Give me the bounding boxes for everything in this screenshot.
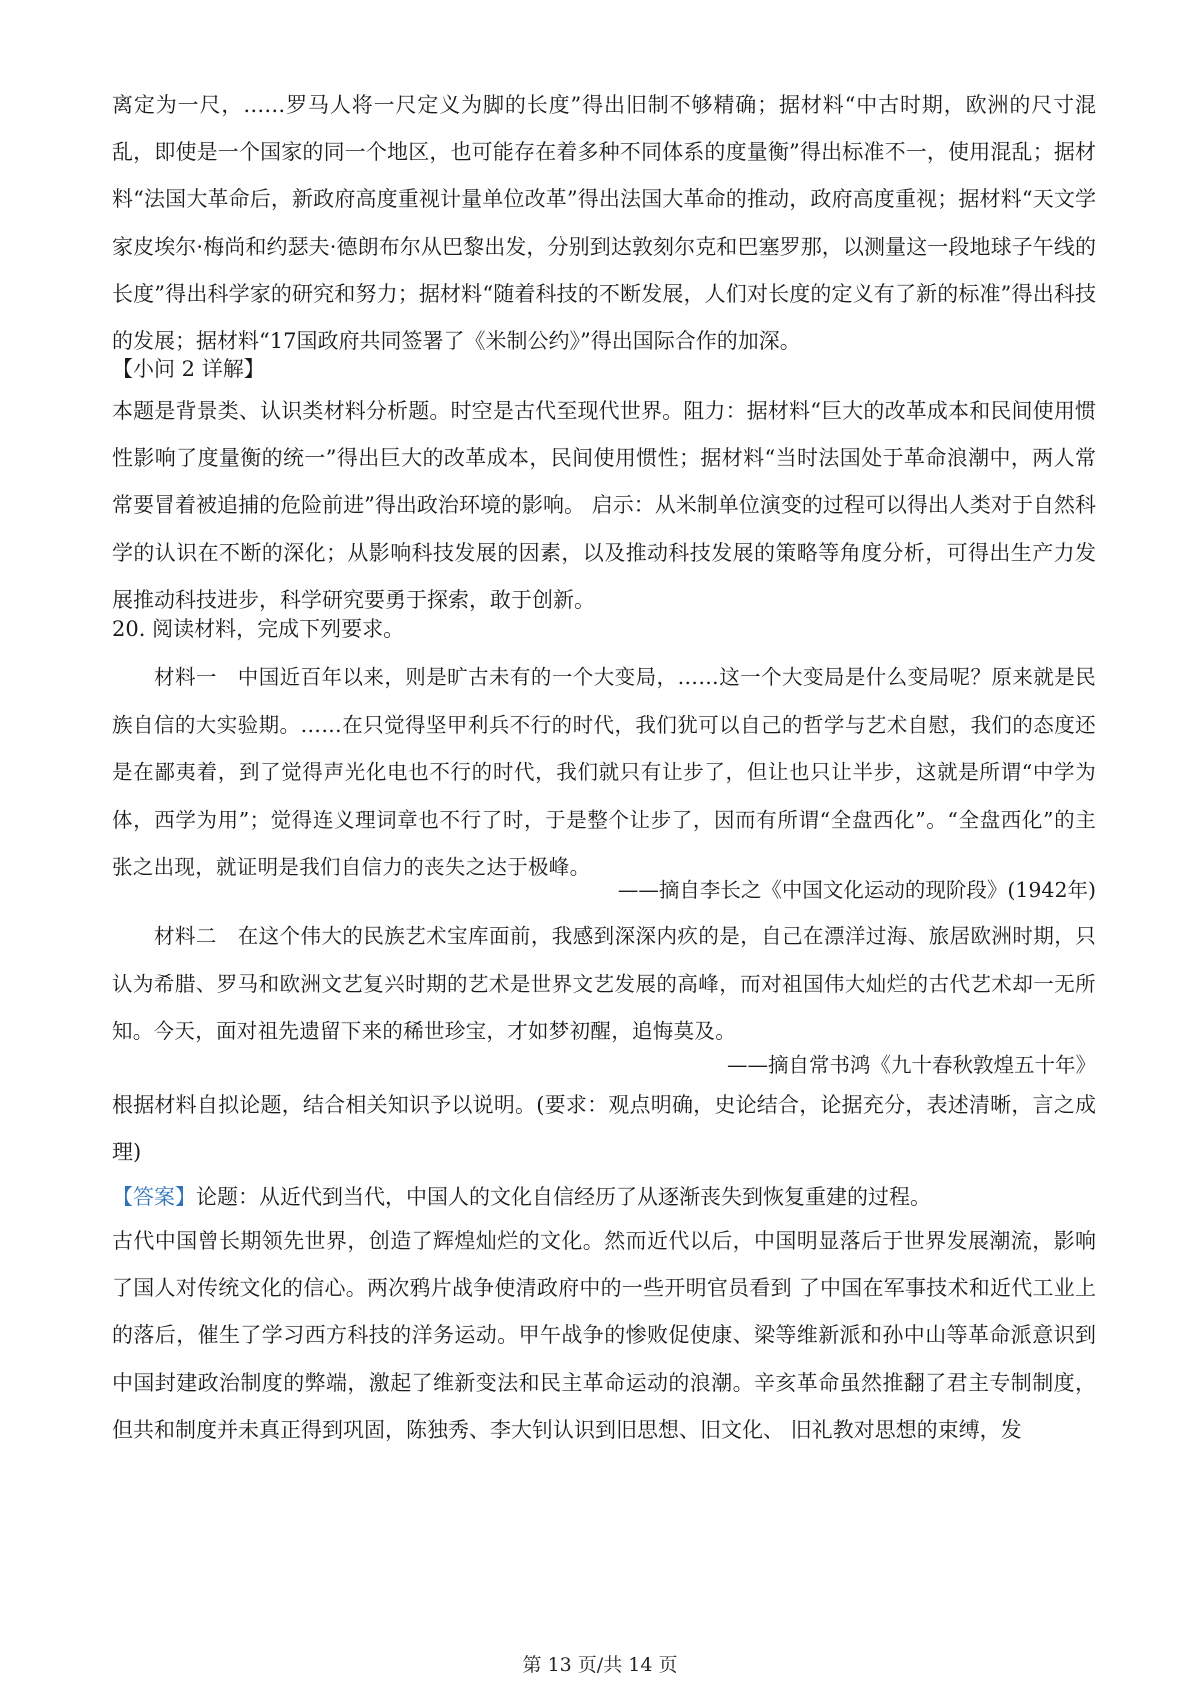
material-1-source: ——摘自李长之《中国文化运动的现阶段》(1942年) [617, 878, 1096, 902]
page-footer: 第 13 页/共 14 页 [522, 1654, 678, 1676]
material-1: 材料一 中国近百年以来，则是旷古未有的一个大变局，……这一个大变局是什么变局呢？原来就是民族自信的大实验期。……在只觉得坚甲利兵不行的时代，我们犹可以自己的哲学与艺术自慰，我们的态度还是在鄙夷着，到了觉得声光化电也不行的时代，我们就只有让步了，但让也只让半步，这就是所谓“中学为体，西学为用”；觉得连义理词章也不行了时，于是整个让步了，因而有所谓“全盘西化”。“全盘西化”的主张之出现，就证明是我们自信力的丧失之达于极峰。 [112, 665, 1096, 879]
answer-thesis: 论题：从近代到当代，中国人的文化自信经历了从逐渐丧失到恢复重建的过程。 [196, 1185, 931, 1209]
material-2: 材料二 在这个伟大的民族艺术宝库面前，我感到深深内疚的是，自己在漂洋过海、旅居欧洲时期，只认为希腊、罗马和欧洲文艺复兴时期的艺术是世界文艺发展的高峰，而对祖国伟大灿烂的古代艺术却一无所知。今天，面对祖先遗留下来的稀世珍宝，才如梦初醒，追悔莫及。 [112, 924, 1096, 1043]
sub-question-2-heading: 【小问 2 详解】 [112, 357, 265, 381]
material-2-source: ——摘自常书鸿《九十春秋敦煌五十年》 [727, 1053, 1096, 1077]
analysis-paragraph-2: 本题是背景类、认识类材料分析题。时空是古代至现代世界。阻力：据材料“巨大的改革成本和民间使用惯性影响了度量衡的统一”得出巨大的改革成本，民间使用惯性；据材料“当时法国处于革命浪潮中，两人常常要冒着被追捕的危险前进”得出政治环境的影响。 启示：从米制单位演变的过程可以得出人类对于自然科学的认识在不断的深化；从影响科技发展的因素，以及推动科技发展的策略等角度分析，可得出生产力发展推动科技进步，科学研究要勇于探索，敢于创新。 [112, 399, 1096, 612]
answer-body: 古代中国曾长期领先世界，创造了辉煌灿烂的文化。然而近代以后，中国明显落后于世界发展潮流，影响了国人对传统文化的信心。两次鸦片战争使清政府中的一些开明官员看到 了中国在军事技术和近代工业上的落后，催生了学习西方科技的洋务运动。甲午战争的惨败促使康、梁等维新派和孙中山等革命派意识到中国封建政治制度的弊端，激起了维新变法和民主革命运动的浪潮。辛亥革命虽然推翻了君主专制制度，但共和制度并未真正得到巩固，陈独秀、李大钊认识到旧思想、旧文化、 旧礼教对思想的束缚，发 [112, 1229, 1096, 1442]
analysis-paragraph-1: 离定为一尺，……罗马人将一尺定义为脚的长度”得出旧制不够精确；据材料“中古时期，欧洲的尺寸混乱，即使是一个国家的同一个地区，也可能存在着多种不同体系的度量衡”得出标准不一，使用混乱；据材料“法国大革命后，新政府高度重视计量单位改革”得出法国大革命的推动，政府高度重视；据材料“天文学家皮埃尔·梅尚和约瑟夫·德朗布尔从巴黎出发，分别到达敦刻尔克和巴塞罗那，以测量这一段地球子午线的长度”得出科学家的研究和努力；据材料“随着科技的不断发展，人们对长度的定义有了新的标准”得出科技的发展；据材料“17国政府共同签署了《米制公约》”得出国际合作的加深。 [112, 93, 1096, 354]
question-20-prompt: 20. 阅读材料，完成下列要求。 [112, 617, 405, 641]
answer-thesis-line [112, 1177, 931, 1217]
answer-tag: 【答案】 [112, 1185, 196, 1209]
question-20-requirement: 根据材料自拟论题，结合相关知识予以说明。(要求：观点明确，史论结合，论据充分，表述清晰，言之成理) [112, 1093, 1096, 1165]
